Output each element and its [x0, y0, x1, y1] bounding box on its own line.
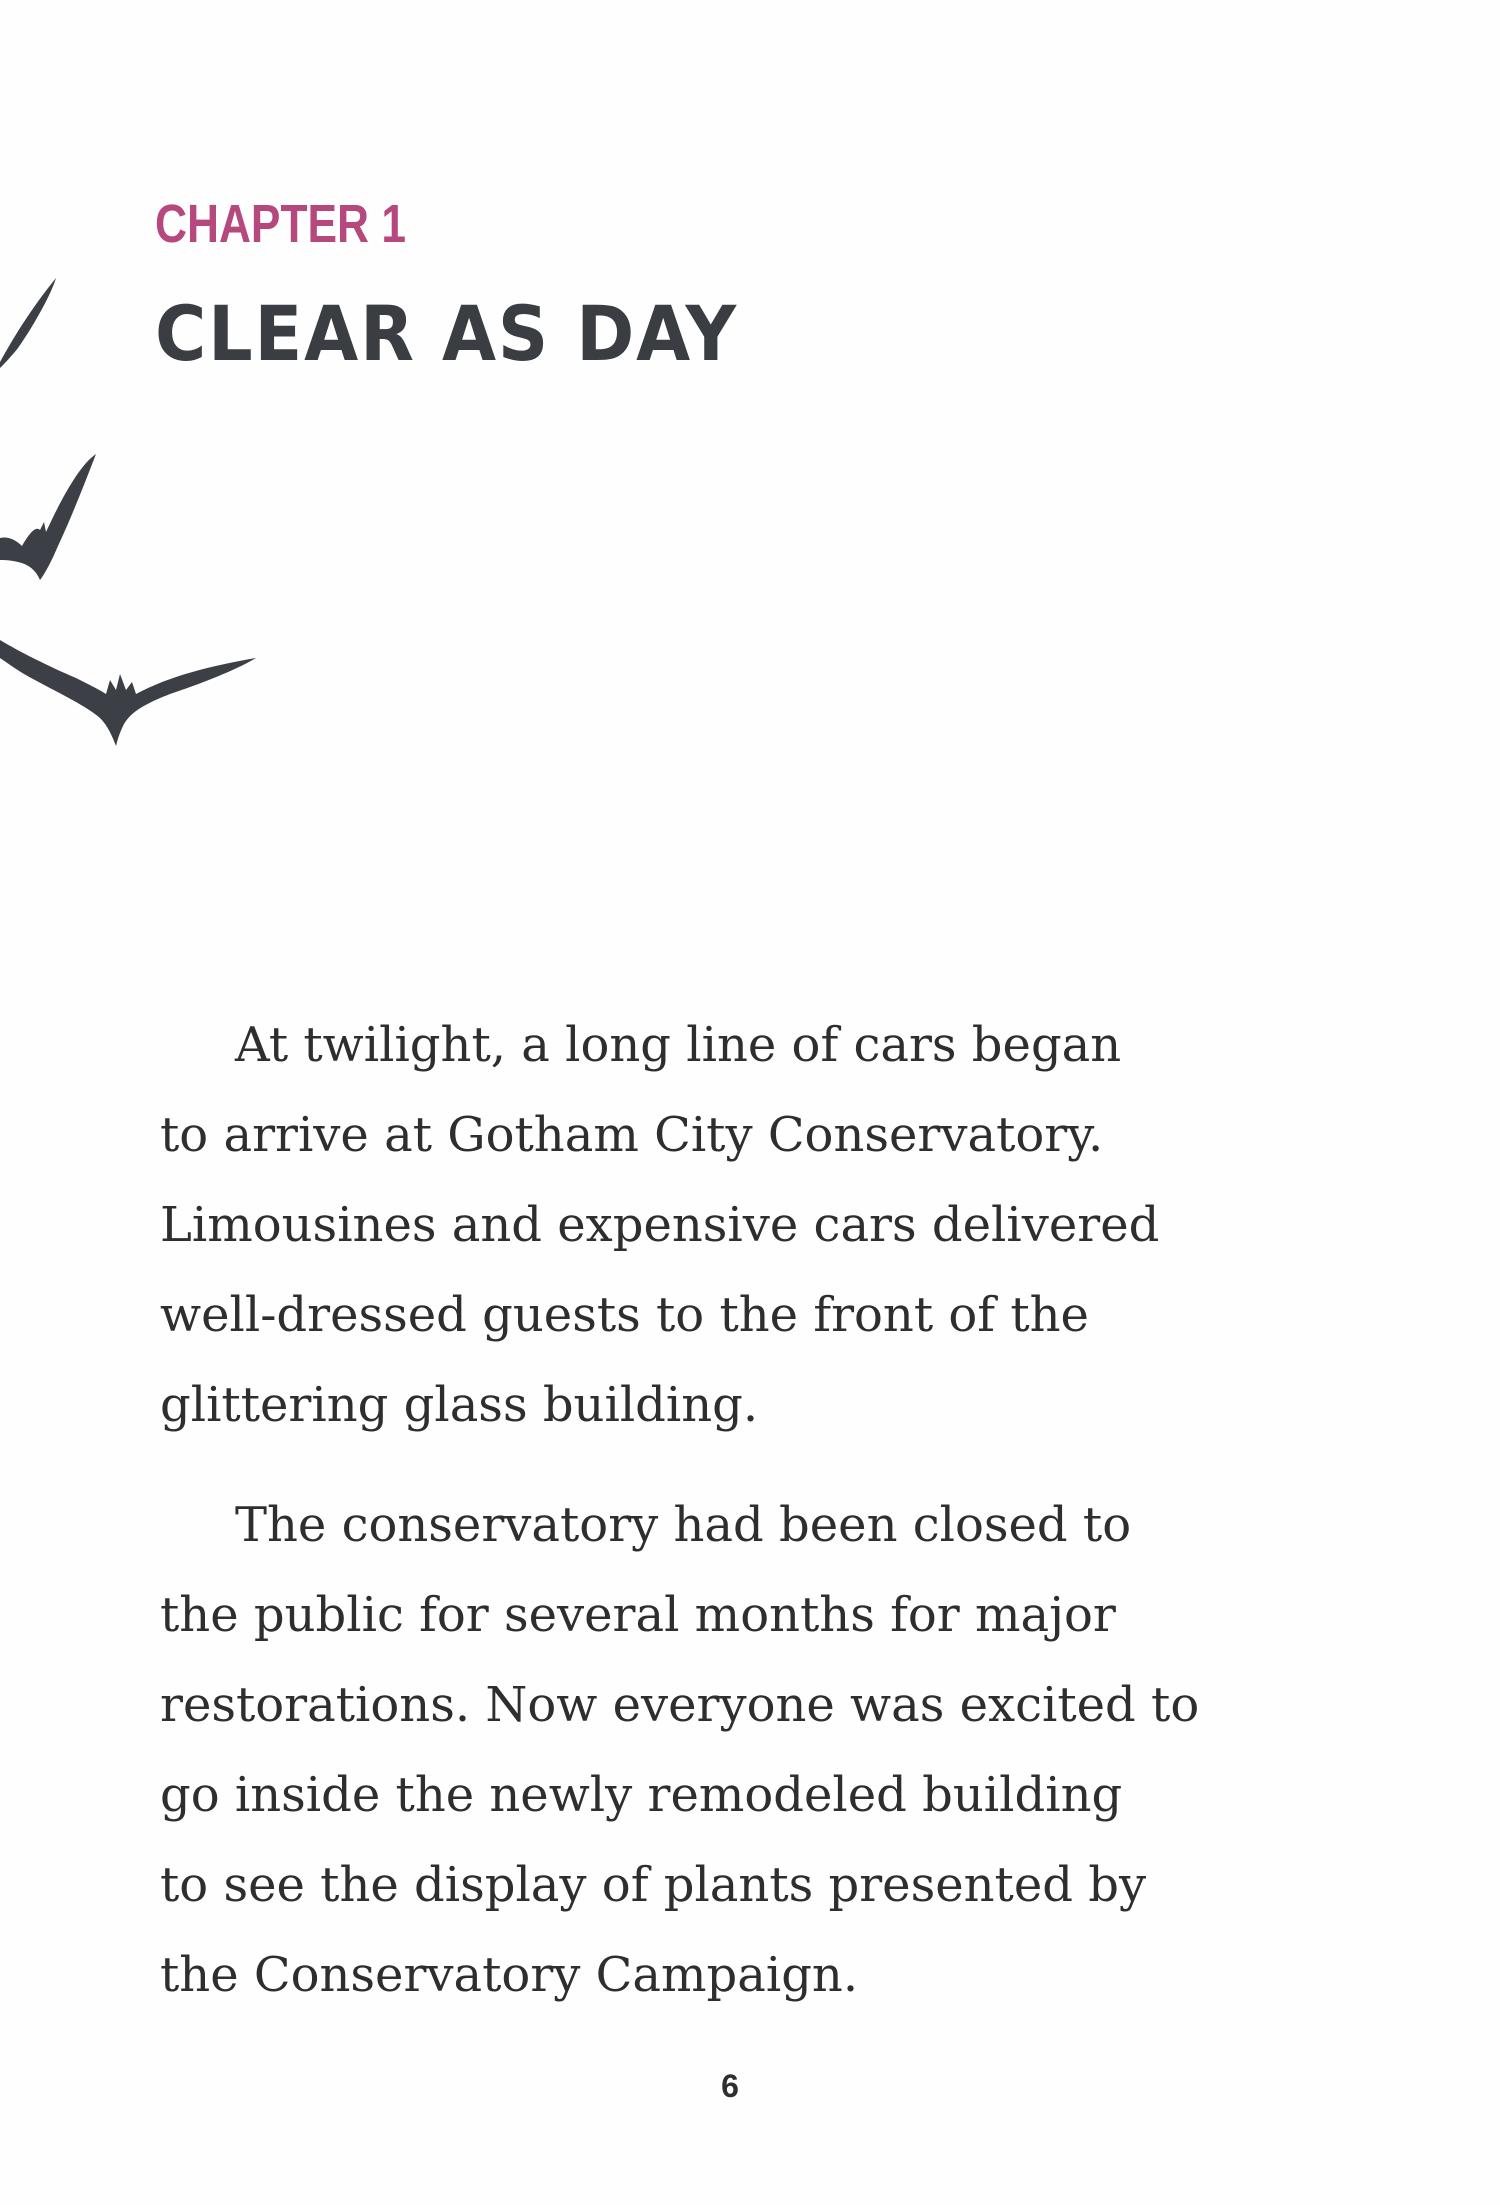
text-line: the Conservatory Campaign.	[160, 1947, 859, 2003]
bat-middle	[0, 454, 96, 580]
text-line: go inside the newly remodeled building	[160, 1767, 1123, 1823]
page-number: 6	[721, 2068, 739, 2104]
text-line: The conservatory had been closed to	[235, 1497, 1132, 1553]
chapter-title: CLEAR AS DAY	[155, 289, 738, 378]
text-line: the public for several months for major	[160, 1587, 1116, 1643]
text-line: well-dressed guests to the front of the	[160, 1287, 1089, 1343]
bat-wing-top	[0, 278, 56, 368]
bat-bottom	[0, 640, 256, 746]
paragraph-2	[160, 1480, 1220, 2020]
text-line: glittering glass building.	[160, 1377, 759, 1433]
paragraph-1	[160, 1000, 1220, 1450]
body-text	[160, 1000, 1220, 2050]
chapter-label: CHAPTER 1	[155, 194, 406, 254]
text-line: to see the display of plants presented by	[160, 1857, 1147, 1913]
text-line: At twilight, a long line of cars began	[235, 1017, 1122, 1073]
text-line: restorations. Now everyone was excited to	[160, 1677, 1200, 1733]
text-line: Limousines and expensive cars delivered	[160, 1197, 1160, 1253]
text-line: to arrive at Gotham City Conservatory.	[160, 1107, 1104, 1163]
